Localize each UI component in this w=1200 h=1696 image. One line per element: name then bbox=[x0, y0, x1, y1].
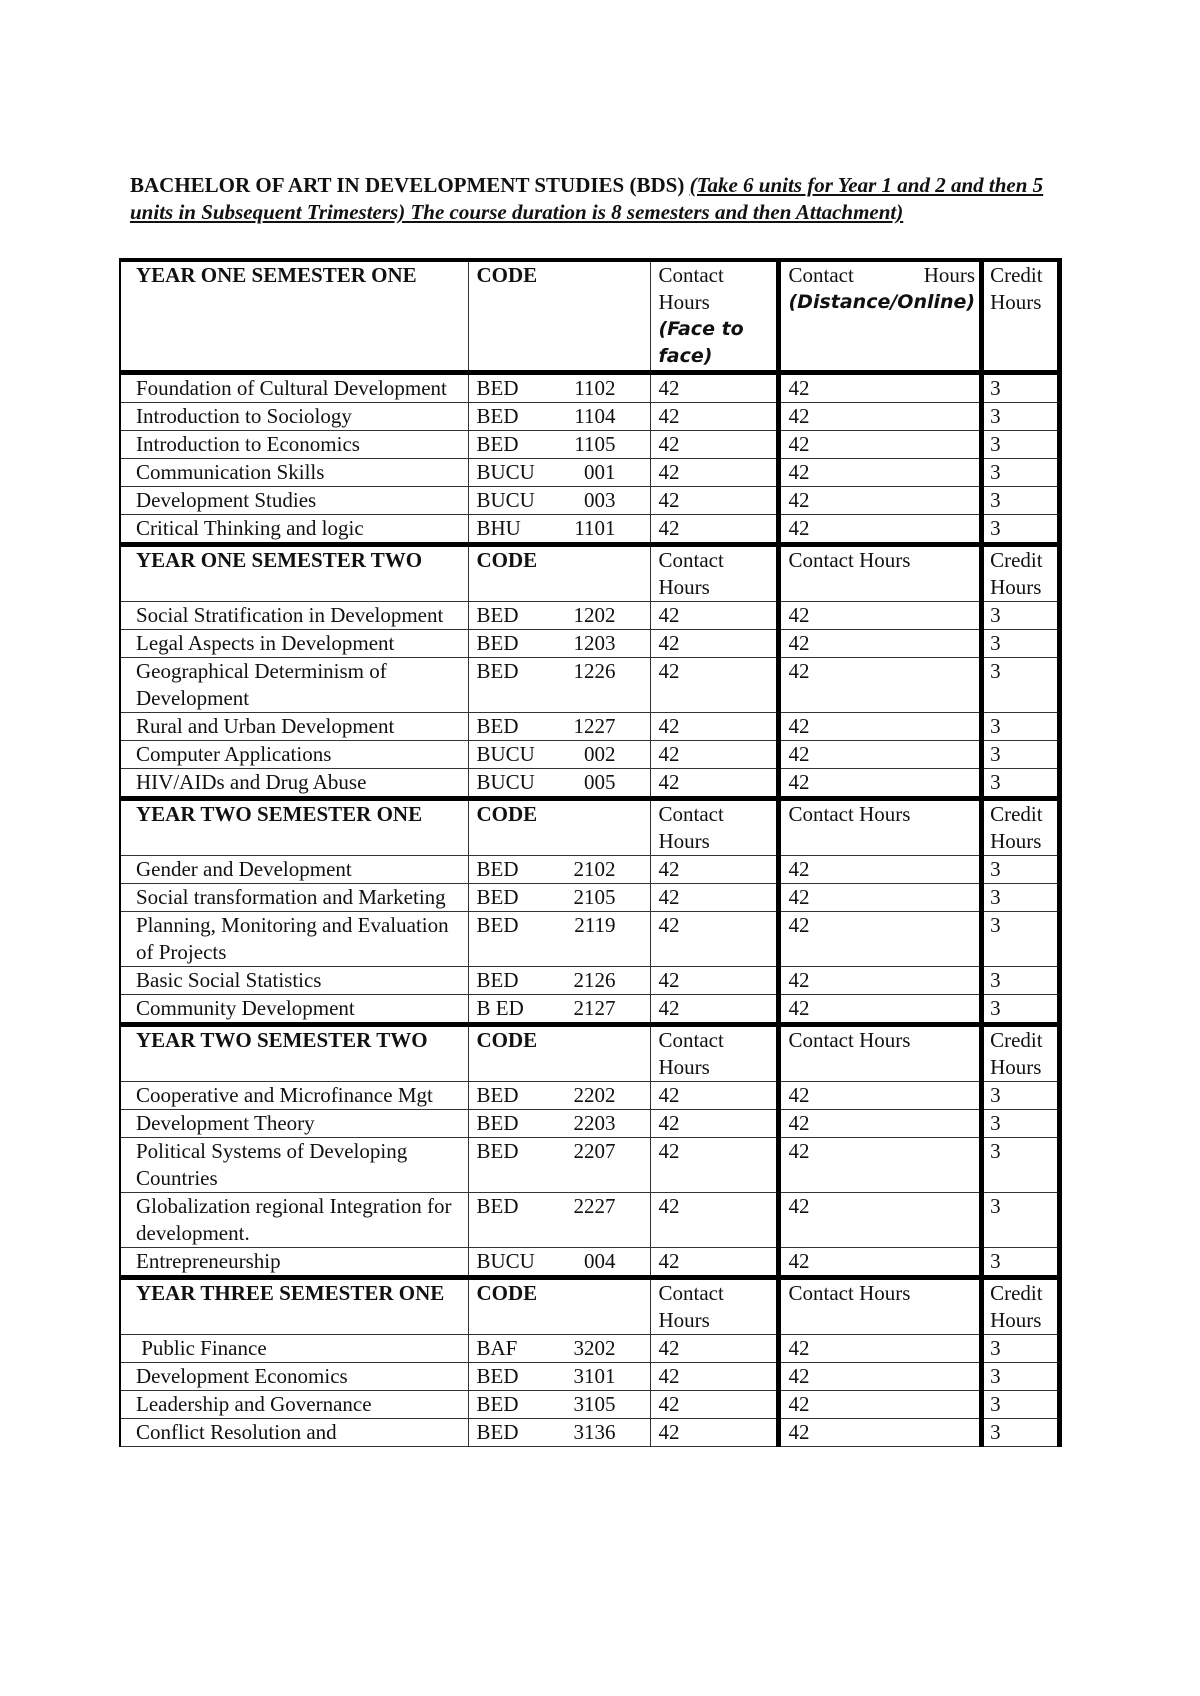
contact-f2f-value: 42 bbox=[650, 403, 778, 431]
unit-name: Cooperative and Microfinance Mgt bbox=[120, 1082, 468, 1110]
code-prefix: BED bbox=[476, 1420, 519, 1444]
credit-value: 3 bbox=[982, 1419, 1060, 1447]
code-prefix: BED bbox=[476, 631, 519, 655]
contact-online-heading: Contact Hours (Distance/Online) bbox=[778, 260, 982, 373]
unit-code bbox=[468, 713, 650, 741]
code-number: 1105 bbox=[574, 432, 616, 456]
credit-value: 3 bbox=[982, 431, 1060, 459]
contact-online-value: 42 bbox=[778, 995, 982, 1025]
table-row bbox=[120, 630, 1060, 658]
code-prefix: BUCU bbox=[476, 742, 535, 766]
code-number: 1102 bbox=[574, 376, 616, 400]
unit-name: Development Theory bbox=[120, 1110, 468, 1138]
contact-online-heading: Contact Hours bbox=[778, 799, 982, 856]
table-row bbox=[120, 1363, 1060, 1391]
contact-online-value: 42 bbox=[778, 1335, 982, 1363]
heading-title: BACHELOR OF ART IN DEVELOPMENT STUDIES (BDS) bbox=[130, 173, 690, 197]
unit-code bbox=[468, 630, 650, 658]
code-prefix: BED bbox=[476, 1083, 519, 1107]
contact-f2f-value: 42 bbox=[650, 515, 778, 545]
contact-f2f-value: 42 bbox=[650, 602, 778, 630]
unit-name: Development Studies bbox=[120, 487, 468, 515]
code-heading: CODE bbox=[468, 1025, 650, 1082]
code-number: 3136 bbox=[573, 1420, 616, 1444]
unit-code bbox=[468, 967, 650, 995]
credit-value: 3 bbox=[982, 1138, 1060, 1193]
table-row bbox=[120, 1193, 1060, 1248]
heading-note: (Take 6 units for Year 1 and 2 and then 5 units in Subsequent Trimesters) The course duration is 8 semesters and then Attachment) bbox=[130, 173, 1044, 224]
unit-name: Globalization regional Integration for development. bbox=[120, 1193, 468, 1248]
code-prefix: BED bbox=[476, 1392, 519, 1416]
unit-code bbox=[468, 431, 650, 459]
semester-heading: YEAR THREE SEMESTER ONE bbox=[120, 1278, 468, 1335]
table-row bbox=[120, 403, 1060, 431]
contact-online-value: 42 bbox=[778, 912, 982, 967]
code-prefix: BED bbox=[476, 1111, 519, 1135]
unit-name: Geographical Determinism of Development bbox=[120, 658, 468, 713]
semester-header-row bbox=[120, 545, 1060, 602]
code-number: 2105 bbox=[573, 885, 616, 909]
contact-online-value: 42 bbox=[778, 658, 982, 713]
unit-name: Public Finance bbox=[120, 1335, 468, 1363]
credit-value: 3 bbox=[982, 741, 1060, 769]
contact-f2f-value: 42 bbox=[650, 431, 778, 459]
code-prefix: BUCU bbox=[476, 460, 535, 484]
table-row bbox=[120, 602, 1060, 630]
contact-online-value: 42 bbox=[778, 967, 982, 995]
credit-value: 3 bbox=[982, 403, 1060, 431]
semester-header-row bbox=[120, 1278, 1060, 1335]
contact-online-value: 42 bbox=[778, 1248, 982, 1278]
table-row bbox=[120, 1082, 1060, 1110]
code-number: 003 bbox=[584, 488, 616, 512]
credit-heading: Credit Hours bbox=[982, 260, 1060, 373]
contact-f2f-value: 42 bbox=[650, 1391, 778, 1419]
credit-heading: Credit Hours bbox=[982, 1278, 1060, 1335]
contact-online-value: 42 bbox=[778, 1193, 982, 1248]
code-prefix: BED bbox=[476, 968, 519, 992]
contact-online-value: 42 bbox=[778, 1363, 982, 1391]
document-heading bbox=[130, 172, 1080, 226]
code-number: 3105 bbox=[573, 1392, 616, 1416]
code-prefix: BED bbox=[476, 1139, 519, 1163]
table-row bbox=[120, 912, 1060, 967]
code-number: 2126 bbox=[573, 968, 616, 992]
contact-f2f-value: 42 bbox=[650, 1335, 778, 1363]
unit-name: HIV/AIDs and Drug Abuse bbox=[120, 769, 468, 799]
table-row bbox=[120, 373, 1060, 403]
table-row bbox=[120, 769, 1060, 799]
contact-f2f-value: 42 bbox=[650, 658, 778, 713]
credit-value: 3 bbox=[982, 658, 1060, 713]
code-number: 2127 bbox=[573, 996, 616, 1020]
table-row bbox=[120, 431, 1060, 459]
contact-online-value: 42 bbox=[778, 431, 982, 459]
unit-code bbox=[468, 884, 650, 912]
unit-name: Political Systems of Developing Countries bbox=[120, 1138, 468, 1193]
code-heading: CODE bbox=[468, 545, 650, 602]
contact-f2f-value: 42 bbox=[650, 1138, 778, 1193]
table-row bbox=[120, 658, 1060, 713]
semester-heading: YEAR TWO SEMESTER ONE bbox=[120, 799, 468, 856]
code-prefix: BUCU bbox=[476, 1249, 535, 1273]
code-prefix: BED bbox=[476, 714, 519, 738]
code-number: 3101 bbox=[573, 1364, 616, 1388]
code-prefix: BED bbox=[476, 857, 519, 881]
table-row bbox=[120, 1248, 1060, 1278]
unit-name: Legal Aspects in Development bbox=[120, 630, 468, 658]
code-number: 1227 bbox=[573, 714, 616, 738]
unit-code bbox=[468, 373, 650, 403]
contact-online-heading: Contact Hours bbox=[778, 545, 982, 602]
distance-online-note: (Distance/Online) bbox=[788, 291, 976, 313]
contact-f2f-value: 42 bbox=[650, 995, 778, 1025]
contact-f2f-value: 42 bbox=[650, 487, 778, 515]
contact-online-value: 42 bbox=[778, 769, 982, 799]
table-row bbox=[120, 1335, 1060, 1363]
contact-online-value: 42 bbox=[778, 884, 982, 912]
code-number: 1203 bbox=[573, 631, 616, 655]
unit-code bbox=[468, 1248, 650, 1278]
code-prefix: BUCU bbox=[476, 488, 535, 512]
code-prefix: BED bbox=[476, 404, 519, 428]
contact-f2f-value: 42 bbox=[650, 373, 778, 403]
unit-code bbox=[468, 515, 650, 545]
table-row bbox=[120, 995, 1060, 1025]
unit-code bbox=[468, 403, 650, 431]
code-number: 2119 bbox=[574, 913, 616, 937]
contact-f2f-value: 42 bbox=[650, 1110, 778, 1138]
contact-online-value: 42 bbox=[778, 515, 982, 545]
unit-code bbox=[468, 1419, 650, 1447]
contact-f2f-value: 42 bbox=[650, 459, 778, 487]
credit-value: 3 bbox=[982, 515, 1060, 545]
contact-f2f-heading: Contact Hours bbox=[650, 1278, 778, 1335]
table-row bbox=[120, 1138, 1060, 1193]
unit-code bbox=[468, 995, 650, 1025]
contact-online-value: 42 bbox=[778, 713, 982, 741]
code-number: 004 bbox=[584, 1249, 616, 1273]
unit-name: Communication Skills bbox=[120, 459, 468, 487]
code-prefix: BAF bbox=[476, 1336, 518, 1360]
credit-heading: Credit Hours bbox=[982, 1025, 1060, 1082]
unit-code bbox=[468, 658, 650, 713]
contact-f2f-value: 42 bbox=[650, 1082, 778, 1110]
semester-heading: YEAR TWO SEMESTER TWO bbox=[120, 1025, 468, 1082]
code-prefix: BED bbox=[476, 603, 519, 627]
contact-f2f-heading: Contact Hours bbox=[650, 799, 778, 856]
course-table bbox=[119, 258, 1062, 1447]
unit-code bbox=[468, 1082, 650, 1110]
code-prefix: BED bbox=[476, 1194, 519, 1218]
contact-online-value: 42 bbox=[778, 630, 982, 658]
credit-value: 3 bbox=[982, 1193, 1060, 1248]
credit-value: 3 bbox=[982, 769, 1060, 799]
code-prefix: BHU bbox=[476, 516, 521, 540]
credit-value: 3 bbox=[982, 373, 1060, 403]
unit-name: Foundation of Cultural Development bbox=[120, 373, 468, 403]
credit-value: 3 bbox=[982, 1082, 1060, 1110]
table-row bbox=[120, 1419, 1060, 1447]
table-row bbox=[120, 1391, 1060, 1419]
contact-online-value: 42 bbox=[778, 856, 982, 884]
contact-online-value: 42 bbox=[778, 741, 982, 769]
contact-online-value: 42 bbox=[778, 1082, 982, 1110]
contact-f2f-value: 42 bbox=[650, 967, 778, 995]
contact-online-value: 42 bbox=[778, 373, 982, 403]
unit-name: Entrepreneurship bbox=[120, 1248, 468, 1278]
contact-f2f-value: 42 bbox=[650, 884, 778, 912]
contact-f2f-value: 42 bbox=[650, 1248, 778, 1278]
contact-online-value: 42 bbox=[778, 1138, 982, 1193]
code-prefix: BED bbox=[476, 885, 519, 909]
semester-header-row bbox=[120, 799, 1060, 856]
code-number: 002 bbox=[584, 742, 616, 766]
credit-value: 3 bbox=[982, 1110, 1060, 1138]
code-prefix: BED bbox=[476, 659, 519, 683]
contact-online-heading: Contact Hours bbox=[778, 1025, 982, 1082]
credit-value: 3 bbox=[982, 1335, 1060, 1363]
contact-f2f-value: 42 bbox=[650, 713, 778, 741]
code-number: 005 bbox=[584, 770, 616, 794]
contact-f2f-value: 42 bbox=[650, 1419, 778, 1447]
contact-f2f-value: 42 bbox=[650, 1363, 778, 1391]
semester-heading: YEAR ONE SEMESTER ONE bbox=[120, 260, 468, 373]
contact-online-value: 42 bbox=[778, 459, 982, 487]
unit-name: Introduction to Economics bbox=[120, 431, 468, 459]
unit-name: Gender and Development bbox=[120, 856, 468, 884]
unit-code bbox=[468, 769, 650, 799]
contact-f2f-value: 42 bbox=[650, 769, 778, 799]
contact-f2f-heading: Contact Hours bbox=[650, 1025, 778, 1082]
code-number: 2227 bbox=[573, 1194, 616, 1218]
credit-value: 3 bbox=[982, 487, 1060, 515]
contact-online-value: 42 bbox=[778, 1391, 982, 1419]
credit-value: 3 bbox=[982, 967, 1060, 995]
unit-code bbox=[468, 856, 650, 884]
credit-value: 3 bbox=[982, 602, 1060, 630]
unit-name: Community Development bbox=[120, 995, 468, 1025]
contact-f2f-value: 42 bbox=[650, 630, 778, 658]
credit-value: 3 bbox=[982, 630, 1060, 658]
contact-online-value: 42 bbox=[778, 602, 982, 630]
unit-code bbox=[468, 1391, 650, 1419]
code-prefix: BED bbox=[476, 913, 519, 937]
unit-code bbox=[468, 1193, 650, 1248]
unit-code bbox=[468, 1363, 650, 1391]
code-number: 1104 bbox=[574, 404, 616, 428]
contact-online-value: 42 bbox=[778, 1419, 982, 1447]
contact-online-value: 42 bbox=[778, 487, 982, 515]
code-number: 2207 bbox=[573, 1139, 616, 1163]
contact-online-heading: Contact Hours bbox=[778, 1278, 982, 1335]
unit-name: Introduction to Sociology bbox=[120, 403, 468, 431]
unit-code bbox=[468, 1335, 650, 1363]
table-row bbox=[120, 856, 1060, 884]
credit-value: 3 bbox=[982, 912, 1060, 967]
code-number: 2202 bbox=[573, 1083, 616, 1107]
code-number: 2102 bbox=[573, 857, 616, 881]
unit-code bbox=[468, 741, 650, 769]
table-row bbox=[120, 515, 1060, 545]
credit-value: 3 bbox=[982, 459, 1060, 487]
unit-code bbox=[468, 602, 650, 630]
table-row bbox=[120, 1110, 1060, 1138]
code-heading: CODE bbox=[468, 1278, 650, 1335]
credit-heading: Credit Hours bbox=[982, 545, 1060, 602]
contact-f2f-value: 42 bbox=[650, 912, 778, 967]
unit-name: Social transformation and Marketing bbox=[120, 884, 468, 912]
code-number: 1226 bbox=[573, 659, 616, 683]
code-number: 1202 bbox=[573, 603, 616, 627]
unit-name: Basic Social Statistics bbox=[120, 967, 468, 995]
code-prefix: B ED bbox=[476, 996, 524, 1020]
unit-name: Rural and Urban Development bbox=[120, 713, 468, 741]
contact-f2f-value: 42 bbox=[650, 741, 778, 769]
table-row bbox=[120, 459, 1060, 487]
unit-name: Conflict Resolution and bbox=[120, 1419, 468, 1447]
credit-value: 3 bbox=[982, 1248, 1060, 1278]
code-prefix: BED bbox=[476, 1364, 519, 1388]
code-prefix: BUCU bbox=[476, 770, 535, 794]
contact-f2f-value: 42 bbox=[650, 856, 778, 884]
code-heading: CODE bbox=[468, 799, 650, 856]
table-row bbox=[120, 487, 1060, 515]
unit-code bbox=[468, 912, 650, 967]
unit-name: Development Economics bbox=[120, 1363, 468, 1391]
unit-name: Planning, Monitoring and Evaluation of Projects bbox=[120, 912, 468, 967]
code-prefix: BED bbox=[476, 376, 519, 400]
table-row bbox=[120, 967, 1060, 995]
credit-heading: Credit Hours bbox=[982, 799, 1060, 856]
code-prefix: BED bbox=[476, 432, 519, 456]
code-number: 001 bbox=[584, 460, 616, 484]
credit-value: 3 bbox=[982, 856, 1060, 884]
contact-f2f-heading: Contact Hours (Face to face) bbox=[650, 260, 778, 373]
table-row bbox=[120, 741, 1060, 769]
unit-code bbox=[468, 1110, 650, 1138]
unit-code bbox=[468, 1138, 650, 1193]
contact-f2f-value: 42 bbox=[650, 1193, 778, 1248]
table-row bbox=[120, 713, 1060, 741]
contact-online-value: 42 bbox=[778, 403, 982, 431]
table-header-y1s1 bbox=[120, 260, 1060, 373]
unit-name: Critical Thinking and logic bbox=[120, 515, 468, 545]
credit-value: 3 bbox=[982, 1391, 1060, 1419]
code-number: 1101 bbox=[574, 516, 616, 540]
unit-code bbox=[468, 487, 650, 515]
unit-code bbox=[468, 459, 650, 487]
unit-name: Leadership and Governance bbox=[120, 1391, 468, 1419]
credit-value: 3 bbox=[982, 713, 1060, 741]
unit-name: Computer Applications bbox=[120, 741, 468, 769]
code-heading: CODE bbox=[468, 260, 650, 373]
contact-f2f-heading: Contact Hours bbox=[650, 545, 778, 602]
credit-value: 3 bbox=[982, 995, 1060, 1025]
code-number: 2203 bbox=[573, 1111, 616, 1135]
unit-name: Social Stratification in Development bbox=[120, 602, 468, 630]
credit-value: 3 bbox=[982, 884, 1060, 912]
face-to-face-note: (Face to face) bbox=[658, 318, 744, 367]
table-row bbox=[120, 884, 1060, 912]
code-number: 3202 bbox=[573, 1336, 616, 1360]
credit-value: 3 bbox=[982, 1363, 1060, 1391]
semester-heading: YEAR ONE SEMESTER TWO bbox=[120, 545, 468, 602]
semester-header-row bbox=[120, 1025, 1060, 1082]
contact-online-value: 42 bbox=[778, 1110, 982, 1138]
